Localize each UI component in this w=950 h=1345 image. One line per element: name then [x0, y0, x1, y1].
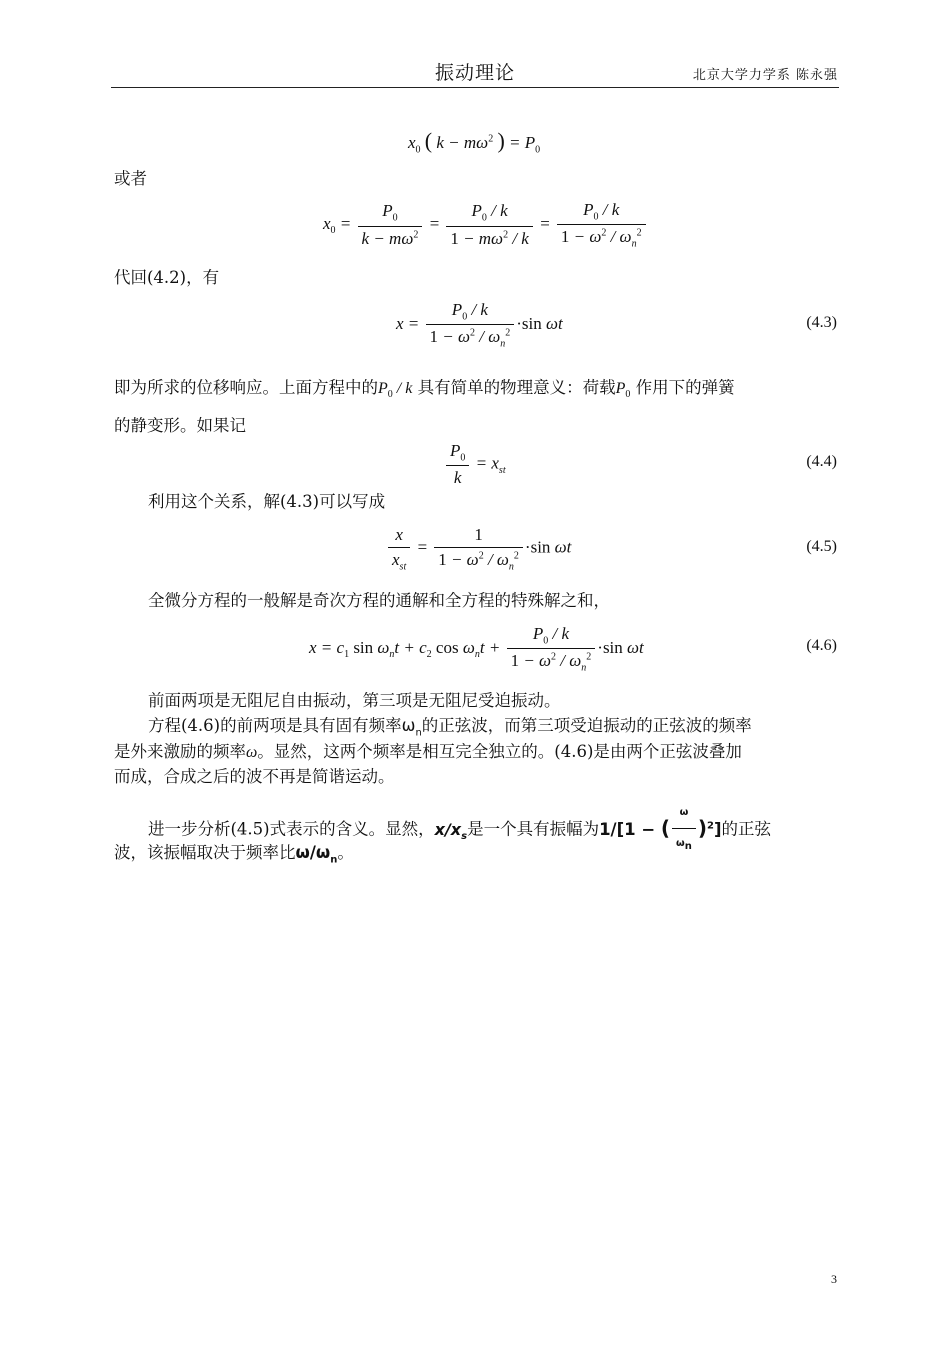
text-substitute: 代回(4.2)，有 [114, 268, 220, 287]
page-header-author: 北京大学力学系 陈永强 [692, 68, 838, 83]
text-sine-part1: 方程(4.6)的前两项是具有固有频率 [148, 716, 402, 735]
text-further-line1: 进一步分析(4.5)式表示的含义。显然，$x/x_s$是一个具有振幅为1/[1 − ( $\frac{\omega}{\omega_n}$ )$^2$]的正弦 [148, 800, 771, 860]
equation-number-4-4: (4.4) [806, 453, 837, 470]
text-response-part3: 作用下的弹簧 [635, 378, 735, 397]
text-general-solution: 全微分方程的一般解是奇次方程的通解和全方程的特殊解之和， [148, 591, 610, 610]
text-further-line2: 波，该振幅取决于频率比$\omega/\omega_n$。 [114, 843, 354, 866]
text-sine-part3: 是外来激励的频率 [114, 742, 246, 761]
equation-4-5: $\frac{x}{x_{st}}$ = $\frac{1}{1 - \omega^2 / \omega_n^2}$ ·sin ωt [386, 525, 571, 572]
equation-4-3: x = $\frac{P_0 / k}{1 - \omega^2 / \omega_n^2}$ ·sin ωt [396, 300, 563, 350]
text-further-part1: 进一步分析(4.5)式表示的含义。显然， [148, 819, 435, 839]
equation-number-4-5: (4.5) [806, 538, 837, 555]
text-response-part1: 即为所求的位移响应。上面方程中的 [114, 378, 378, 397]
text-sine-line2: 是外来激励的频率ω。显然，这两个频率是相互完全独立的。(4.6)是由两个正弦波叠加 [114, 742, 742, 761]
text-free-forced: 前面两项是无阻尼自由振动，第三项是无阻尼受迫振动。 [148, 691, 561, 710]
text-use-relation: 利用这个关系，解(4.3)可以写成 [148, 492, 386, 511]
text-sine-line1: 方程(4.6)的前两项是具有固有频率$\omega_n$的正弦波，而第三项受迫振动的正弦波的频率 [148, 716, 752, 739]
equation-4-6: $x = c_1$ $\sin \omega_nt + c_2$ $\cos \omega_nt$ + $\frac{P_0 / k}{1 - \omega^2 / \omega_n^2}$ ·sin ωt [309, 624, 644, 674]
equation-amplitude: $x_0$ ( $k - m\omega^2$ ) = $P_0$ [408, 128, 541, 156]
text-sine-line3: 而成，合成之后的波不再是简谐运动。 [114, 767, 395, 786]
text-sine-part2: 的正弦波，而第三项受迫振动的正弦波的频率 [421, 716, 752, 735]
header-divider [111, 87, 839, 88]
text-or: 或者 [114, 169, 147, 188]
text-response-part2: 具有简单的物理意义：荷载 [417, 378, 616, 397]
page-header-title: 振动理论 [434, 62, 515, 84]
text-further-part5: 。 [337, 843, 354, 862]
text-further-part3: 的正弦 [721, 819, 772, 839]
equation-number-4-6: (4.6) [806, 637, 837, 654]
page-number: 3 [831, 1272, 837, 1286]
text-sine-part4: 。显然，这两个频率是相互完全独立的。(4.6)是由两个正弦波叠加 [257, 742, 742, 761]
text-further-part4: 波，该振幅取决于频率比 [114, 843, 296, 862]
equation-number-4-3: (4.3) [806, 314, 837, 331]
equation-x0: $x_0$ = $\frac{P_0}{k - m\omega^2}$ = $\frac{P_0 / k}{1 - m\omega^2 / k}$ = $\frac{P_0 / k}{1 - \omega^2 / \omega_n^2}$ [323, 200, 648, 250]
equation-4-4: $\frac{P_0}{k}$ = $x_{st}$ [444, 441, 506, 488]
text-further-part2: 是一个具有振幅为 [467, 819, 600, 839]
text-response: 即为所求的位移响应。上面方程中的$P_0$ / k 具有简单的物理意义：荷载$P_0$ 作用下的弹簧 [114, 378, 735, 401]
text-response-line2: 的静变形。如果记 [114, 416, 246, 435]
